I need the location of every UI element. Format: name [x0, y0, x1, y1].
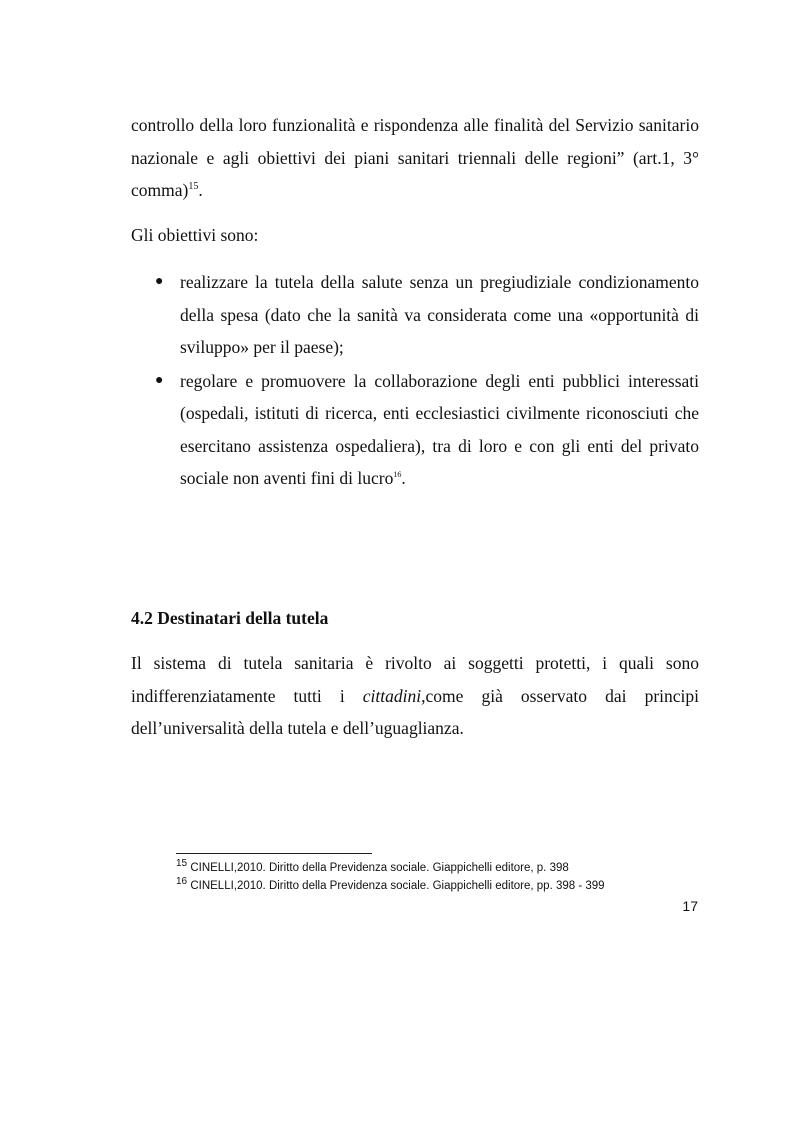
- bullet-icon: ●: [155, 274, 164, 289]
- footnote-text: CINELLI,2010. Diritto della Previdenza sociale. Giappichelli editore, p. 398: [187, 862, 569, 874]
- list-item-text: realizzare la tutela della salute senza un pregiudiziale condizionamento della spesa (dato che la sanità va considerata come una «opportunità di sviluppo» per il paese);: [180, 272, 699, 357]
- footnote-15: [176, 858, 569, 876]
- section-heading: 4.2 Destinatari della tutela: [131, 608, 329, 628]
- bullet-icon: ●: [155, 372, 164, 388]
- section-text-after: ,come già osservato dai principi dell’universalità della tutela e dell’uguaglianza.: [131, 685, 699, 738]
- intro-tail: .: [198, 180, 203, 200]
- objectives-list: [131, 266, 699, 495]
- section-text-emphasis: cittadini: [362, 685, 422, 706]
- footnote-16: [176, 876, 605, 894]
- footnote-number: 15: [176, 858, 188, 870]
- footnote-ref-16[interactable]: 16: [393, 470, 402, 480]
- lead-in-text: Gli obiettivi sono:: [131, 225, 259, 245]
- footnote-text: CINELLI,2010. Diritto della Previdenza sociale. Giappichelli editore, pp. 398 - 399: [187, 880, 605, 892]
- page-number: 17: [682, 898, 698, 914]
- footnote-number: 16: [176, 876, 188, 888]
- footnote-divider: [176, 853, 372, 854]
- intro-paragraph: [131, 109, 699, 207]
- intro-text: controllo della loro funzionalità e rispondenza alle finalità del Servizio sanitario nazionale e agli obiettivi dei piani sanitari triennali delle regioni” (art.1, 3° comma): [131, 115, 699, 200]
- list-item-text: regolare e promuovere la collaborazione degli enti pubblici interessati (ospedali, istituti di ricerca, enti ecclesiastici civilmente riconosciuti che esercitano assistenza ospedaliera), tra di loro e con gli enti del privato sociale non aventi fini di lucro: [180, 370, 699, 488]
- section-paragraph: [131, 647, 699, 745]
- list-item: [131, 266, 699, 364]
- section-text-before: Il sistema di tutela sanitaria è rivolto ai soggetti protetti, i quali sono indifferenziatamente tutti i: [131, 653, 699, 706]
- list-item: [131, 365, 699, 495]
- footnote-ref-15[interactable]: 15: [188, 181, 199, 193]
- list-item-tail: .: [401, 468, 406, 488]
